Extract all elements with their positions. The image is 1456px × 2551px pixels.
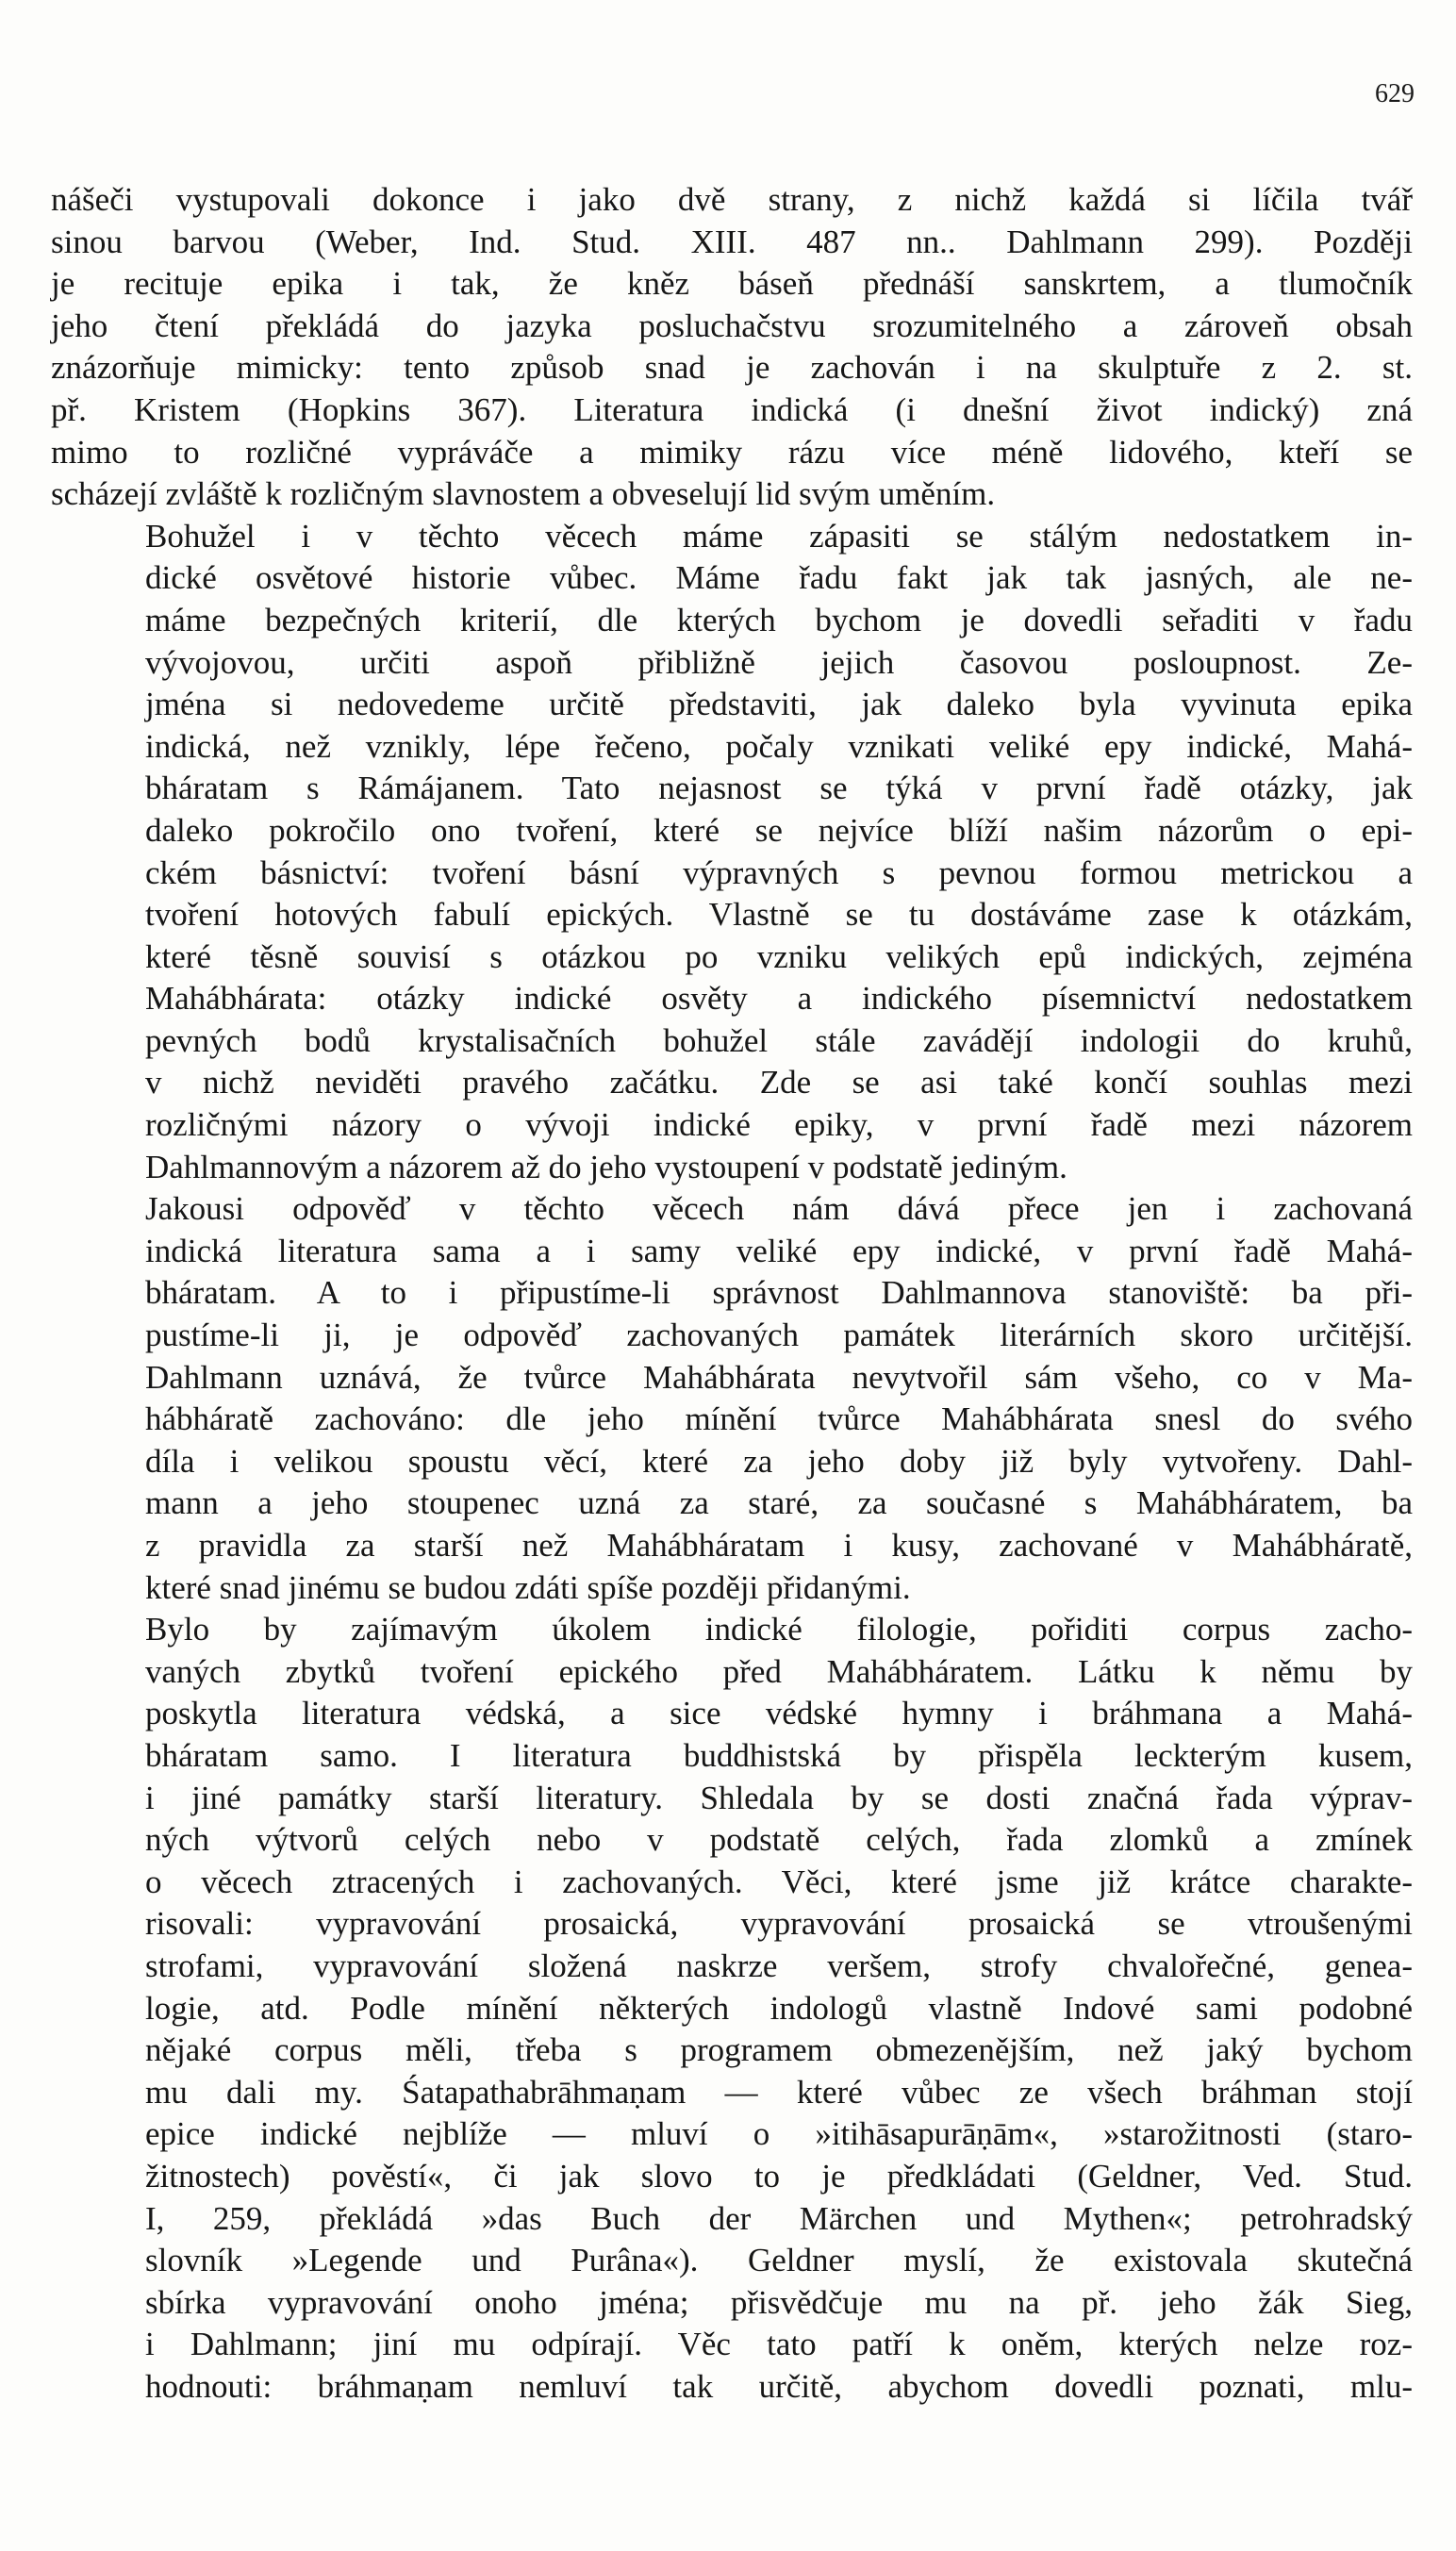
text-line: hodnouti: bráhmaṇam nemluví tak určitě, abychom dovedli poznati, mlu- (145, 2367, 1413, 2405)
text-line: z pravidla za starší než Mahábháratam i kusy, zachované v Mahábháratě, (145, 1527, 1413, 1564)
text-line: Dahlmann uznává, že tvůrce Mahábhárata nevytvořil sám všeho, co v Ma- (145, 1358, 1413, 1396)
text-line: o věcech ztracených i zachovaných. Věci, které jsme již krátce charakte- (145, 1863, 1413, 1900)
text-line: pustíme-li ji, je odpověď zachovaných památek literárních skoro určitější. (145, 1317, 1413, 1354)
text-line: indická, než vznikly, lépe řečeno, počaly vznikati veliké epy indické, Mahá- (145, 727, 1413, 765)
text-line: tvoření hotových fabulí epických. Vlastně se tu dostáváme zase k otázkám, (145, 896, 1413, 934)
text-line: Jakousi odpověď v těchto věcech nám dává přece jen i zachovaná (145, 1190, 1413, 1228)
text-line: máme bezpečných kriterií, dle kterých bychom je dovedli seřaditi v řadu (145, 601, 1413, 638)
text-line: mann a jeho stoupenec uzná za staré, za současné s Mahábháratem, ba (145, 1484, 1413, 1522)
text-line: sbírka vypravování onoho jména; přisvědčuje mu na př. jeho žák Sieg, (145, 2283, 1413, 2321)
text-line: slovník »Legende und Purâna«). Geldner myslí, že existovala skutečná (145, 2242, 1413, 2279)
text-line: sinou barvou (Weber, Ind. Stud. XIII. 487 nn.. Dahlmann 299). Později (51, 223, 1413, 260)
text-line: risovali: vypravování prosaická, vypravování prosaická se vtroušenými (145, 1905, 1413, 1943)
text-line: které těsně souvisí s otázkou po vzniku velikých epů indických, zejména (145, 937, 1413, 975)
paragraph (51, 1188, 1413, 1609)
text-line: jeho čtení překládá do jazyka posluchačstvu srozumitelného a zároveň obsah (51, 306, 1413, 344)
text-line: poskytla literatura védská, a sice védské hymny i bráhmana a Mahá- (145, 1695, 1413, 1732)
paragraph (51, 516, 1413, 1189)
text-line: vývojovou, určiti aspoň přibližně jejich časovou posloupnost. Ze- (145, 643, 1413, 681)
text-line: nějaké corpus měli, třeba s programem obmezenějším, než jaký bychom (145, 2031, 1413, 2069)
text-line: epice indické nejblíže — mluví o »itihāsapurāṇām«, »starožitnosti (staro- (145, 2115, 1413, 2153)
text-line: hábháratě zachováno: dle jeho mínění tvůrce Mahábhárata snesl do svého (145, 1400, 1413, 1438)
text-line: jména si nedovedeme určitě představiti, jak daleko byla vyvinuta epika (145, 686, 1413, 723)
text-line: př. Kristem (Hopkins 367). Literatura indická (i dnešní život indický) zná (51, 390, 1413, 428)
text-line: Mahábhárata: otázky indické osvěty a indického písemnictví nedostatkem (145, 980, 1413, 1018)
text-line: dické osvětové historie vůbec. Máme řadu fakt jak tak jasných, ale ne- (145, 559, 1413, 597)
text-line: bháratam s Rámájanem. Tato nejasnost se týká v první řadě otázky, jak (145, 770, 1413, 807)
text-line: které snad jinému se budou zdáti spíše později přidanými. (145, 1568, 911, 1606)
text-line: ných výtvorů celých nebo v podstatě celých, řada zlomků a zmínek (145, 1821, 1413, 1859)
text-line: v nichž neviděti pravého začátku. Zde se asi také končí souhlas mezi (145, 1064, 1413, 1102)
text-line: logie, atd. Podle mínění některých indologů vlastně Indové sami podobné (145, 1989, 1413, 2027)
text-line: i Dahlmann; jiní mu odpírají. Věc tato patří k oněm, kterých nelze roz- (145, 2326, 1413, 2363)
text-line: mimo to rozličné vypráváče a mimiky rázu více méně lidového, kteří se (51, 433, 1413, 471)
text-line: nášeči vystupovali dokonce i jako dvě strany, z nichž každá si líčila tvář (51, 181, 1413, 218)
text-line: scházejí zvláště k rozličným slavnostem a obveselují lid svým uměním. (51, 475, 996, 513)
page-number: 629 (1375, 79, 1415, 108)
text-line: žitnostech) pověstí«, či jak slovo to je předkládati (Geldner, Ved. Stud. (145, 2157, 1413, 2195)
text-line: mu dali my. Śatapathabrāhmaṇam — které vůbec ze všech bráhman stojí (145, 2073, 1413, 2111)
text-line: pevných bodů krystalisačních bohužel stále zavádějí indologii do kruhů, (145, 1021, 1413, 1059)
text-line: rozličnými názory o vývoji indické epiky, v první řadě mezi názorem (145, 1106, 1413, 1144)
text-line: daleko pokročilo ono tvoření, které se nejvíce blíží našim názorům o epi- (145, 811, 1413, 849)
text-line: Bohužel i v těchto věcech máme zápasiti se stálým nedostatkem in- (145, 517, 1413, 555)
text-line: Dahlmannovým a názorem až do jeho vystoupení v podstatě jediným. (145, 1148, 1067, 1185)
text-line: bháratam. A to i připustíme-li správnost Dahlmannova stanoviště: ba při- (145, 1274, 1413, 1312)
body-text (51, 179, 1413, 2408)
text-line: strofami, vypravování složená naskrze veršem, strofy chvalořečné, genea- (145, 1946, 1413, 1984)
text-line: Bylo by zajímavým úkolem indické filologie, pořiditi corpus zacho- (145, 1611, 1413, 1648)
text-line: ckém básnictví: tvoření básní výpravných s pevnou formou metrickou a (145, 853, 1413, 891)
text-line: díla i velikou spoustu věcí, které za jeho doby již byly vytvořeny. Dahl- (145, 1442, 1413, 1480)
paragraph (51, 179, 1413, 516)
paragraph (51, 1609, 1413, 2408)
text-line: indická literatura sama a i samy veliké epy indické, v první řadě Mahá- (145, 1232, 1413, 1269)
text-line: znázorňuje mimicky: tento způsob snad je zachován i na skulptuře z 2. st. (51, 349, 1413, 387)
text-line: je recituje epika i tak, že kněz báseň přednáší sanskrtem, a tlumočník (51, 265, 1413, 303)
text-line: i jiné památky starší literatury. Shledala by se dosti značná řada výprav- (145, 1779, 1413, 1816)
text-line: bháratam samo. I literatura buddhistská by přispěla leckterým kusem, (145, 1736, 1413, 1774)
text-line: I, 259, překládá »das Buch der Märchen und Mythen«; petrohradský (145, 2199, 1413, 2237)
text-line: vaných zbytků tvoření epického před Mahábháratem. Látku k němu by (145, 1652, 1413, 1690)
